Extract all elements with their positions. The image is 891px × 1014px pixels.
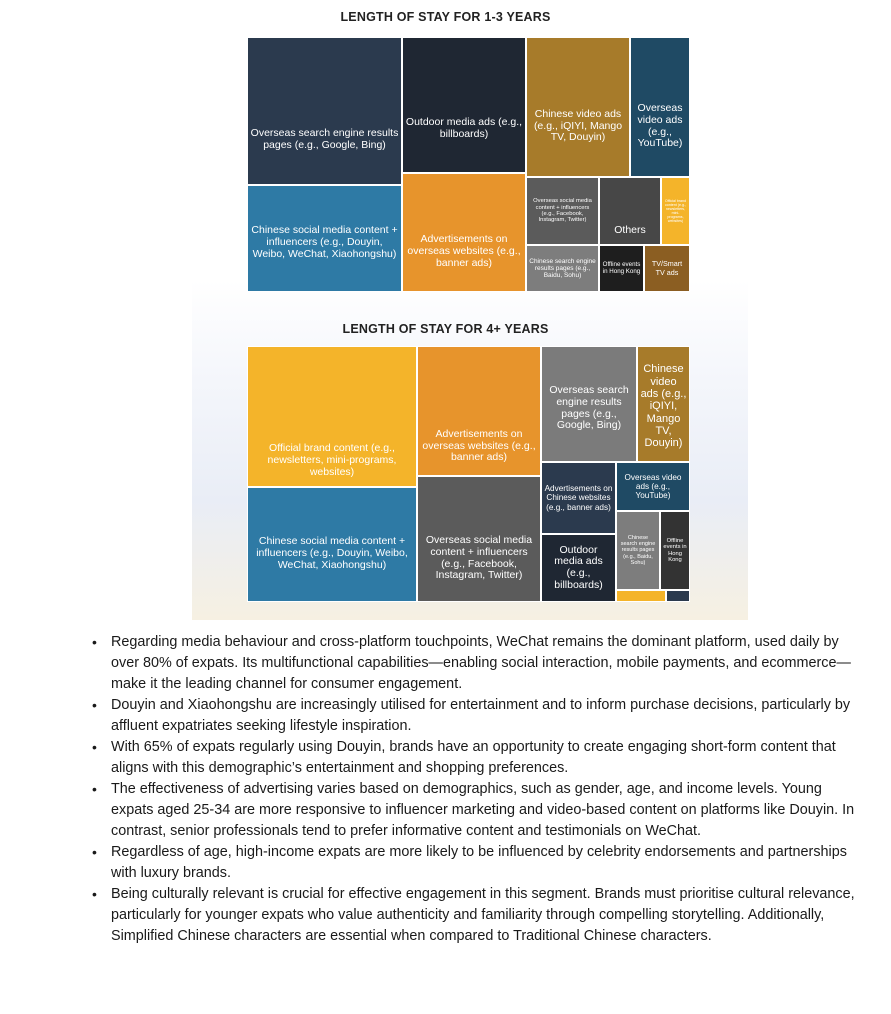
treemap-cell [644, 245, 690, 292]
cell-label: Offline events in Hong Kong [602, 260, 641, 275]
treemap-cell [616, 590, 666, 602]
treemap-cell [661, 177, 690, 245]
treemap-cell [599, 177, 661, 245]
treemap-1-3-years [247, 37, 690, 292]
cell-label: Outdoor media ads (e.g., billboards) [405, 115, 523, 140]
cell-label: Chinese social media content + influencers (e.g., Douyin, Weibo, WeChat, Xiaohongshu) [256, 535, 408, 571]
cell-label: Overseas social media content + influencers (e.g., Facebook, Instagram, Twitter) [533, 198, 592, 224]
insights-bullet-list [92, 632, 862, 947]
bullet-item: • Douyin and Xiaohongshu are increasingly utilised for entertainment and to inform purchase decisions, particularly by affluent expatriates seeking lifestyle inspiration. [92, 695, 862, 737]
bullet-item: • The effectiveness of advertising varies based on demographics, such as gender, age, and income levels. Young expats aged 25-34 are more responsive to influencer marketing and video-based content on platforms like Douyin. In contrast, senior professionals tend to prefer informative content and testimonials on WeChat. [92, 779, 862, 842]
cell-label: Advertisements on Chinese websites (e.g., banner ads) [544, 484, 613, 512]
treemap-cell [599, 245, 644, 292]
treemap-cell [666, 590, 690, 602]
cell-label: Outdoor media ads (e.g., billboards) [554, 543, 603, 591]
cell-label: Chinese search engine results pages (e.g., Baidu, Sohu) [620, 535, 656, 566]
chart-title-1-3-years: LENGTH OF STAY FOR 1-3 YEARS [340, 10, 551, 24]
treemap-cell [402, 173, 526, 292]
bullet-item: • Being culturally relevant is crucial for effective engagement in this segment. Brands must prioritise cultural relevance, particularly for younger expats who value authenticity and familiarity through compelling storytelling. Additionally, Simplified Chinese characters are essential when compared to Traditional Chinese characters. [92, 884, 862, 947]
treemap-cell [541, 534, 616, 602]
cell-label: TV/Smart TV ads [651, 259, 683, 277]
cell-label: Advertisements on overseas websites (e.g., banner ads) [422, 427, 536, 464]
treemap-cell [660, 511, 690, 590]
cell-label: Official brand content (e.g., newsletters, mini-programs, websites) [267, 442, 397, 478]
cell-label: Offline events in Hong Kong [663, 537, 687, 563]
chart-title-4-plus-years: LENGTH OF STAY FOR 4+ YEARS [342, 322, 549, 336]
bullet-item: • Regardless of age, high-income expats are more likely to be influenced by celebrity endorsements and partnerships with luxury brands. [92, 842, 862, 884]
treemap-cell [616, 462, 690, 511]
treemap-cell [417, 476, 541, 602]
cell-label: Overseas search engine results pages (e.g., Google, Bing) [549, 384, 629, 432]
cell-label: Overseas video ads (e.g., YouTube) [637, 102, 683, 150]
treemap-cell [630, 37, 690, 177]
cell-label: Official brand content (e.g., newsletters, mini-programs, websites) [664, 198, 687, 224]
treemap-cell [541, 462, 616, 534]
treemap-cell [247, 487, 417, 602]
cell-label: Chinese search engine results pages (e.g., Baidu, Sohu) [529, 257, 596, 280]
treemap-cell [247, 185, 402, 292]
treemap-cell [616, 511, 660, 590]
treemap-cell [526, 177, 599, 245]
treemap-cell [402, 37, 526, 173]
cell-label: Chinese video ads (e.g., iQIYI, Mango TV, Douyin) [640, 363, 687, 450]
treemap-cell [526, 245, 599, 292]
treemap-cell [526, 37, 630, 177]
cell-label: Overseas video ads (e.g., YouTube) [624, 472, 682, 501]
cell-label: Overseas social media content + influencers (e.g., Facebook, Instagram, Twitter) [425, 534, 533, 582]
bullet-item: • Regarding media behaviour and cross-platform touchpoints, WeChat remains the dominant platform, used daily by over 80% of expats. Its multifunctional capabilities—enabling social interaction, mobile payments, and ecommerce—make it the leading channel for consumer engagement. [92, 632, 862, 695]
treemap-cell [417, 346, 541, 476]
cell-label: Others [614, 223, 646, 236]
treemap-4-plus-years [247, 346, 690, 602]
treemap-cell [637, 346, 690, 462]
treemap-cell [541, 346, 637, 462]
treemap-cell [247, 346, 417, 487]
bullet-item: • With 65% of expats regularly using Douyin, brands have an opportunity to create engaging short-form content that aligns with this demographic’s entertainment and shopping preferences. [92, 737, 862, 779]
treemap-cell [247, 37, 402, 185]
cell-label: Chinese social media content + influencers (e.g., Douyin, Weibo, WeChat, Xiaohongshu) [251, 224, 398, 260]
cell-label: Chinese video ads (e.g., iQIYI, Mango TV, Douyin) [533, 107, 623, 144]
cell-label: Overseas search engine results pages (e.g., Google, Bing) [250, 126, 399, 151]
cell-label: Advertisements on overseas websites (e.g., banner ads) [407, 233, 521, 269]
